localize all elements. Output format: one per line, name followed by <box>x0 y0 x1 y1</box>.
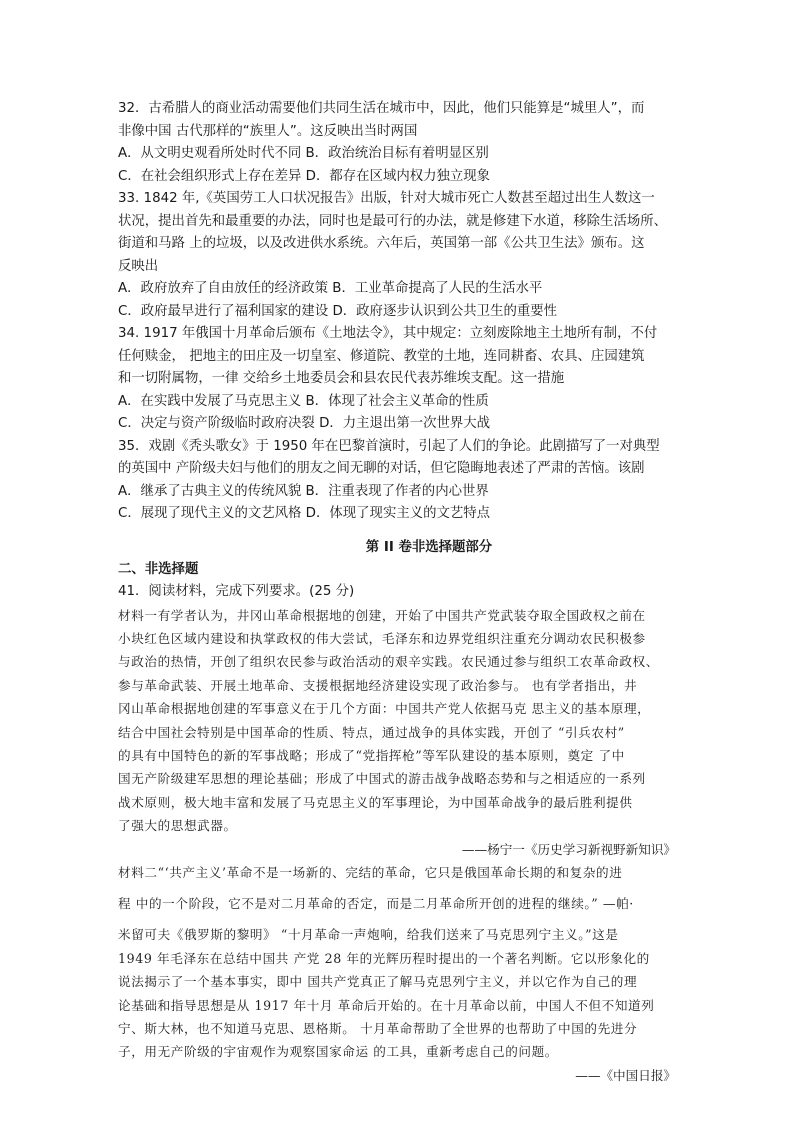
question-stem-line: 状况，提出首先和最重要的办法，同时也是最可行的办法，就是修建下水道，移除生活场所、 <box>118 213 668 229</box>
material-line: 冈山革命根据地创建的军事意义在于几个方面：中国共产党人依据马克 思主义的基本原理， <box>118 701 651 717</box>
material-line: 材料一有学者认为，井冈山革命根据地的创建，开始了中国共产党武装夺取全国政权之前在 <box>118 607 646 623</box>
material-line: 参与革命武装、开展土地革命、支援根据地经济建设实现了政治参与。 也有学者指出，井 <box>118 677 638 693</box>
question-stem-line: 35．戏剧《秃头歌女》于 1950 年在巴黎首演时，引起了人们的争论。此剧描写了一对典型 <box>118 438 660 454</box>
material-line: 宁、斯大林，也不知道马克思、恩格斯。 十月革命帮助了全世界的也帮助了中国的先进分 <box>118 1021 638 1036</box>
answer-options: A．在实践中发展了马克思主义 B．体现了社会主义革命的性质 <box>118 393 489 409</box>
material-line: 米留可夫《俄罗斯的黎明》 “十月革命一声炮响，给我们送来了马克思列宁主义。”这是 <box>118 927 619 943</box>
spacer <box>118 884 680 892</box>
question-stem-line: 33. 1842 年,《英国劳工人口状况报告》出版，针对大城市死亡人数甚至超过出生人数这一 <box>118 191 655 206</box>
material-source: ——《中国日报》 <box>575 1067 676 1083</box>
material-line: 战术原则，极大地丰富和发展了马克思主义的军事理论，为中国革命战争的最后胜利提供 <box>118 794 633 810</box>
question-35 <box>118 436 680 526</box>
question-stem-line: 反映出 <box>118 258 159 274</box>
section-title: 第 II 卷非选择题部分 <box>365 539 493 555</box>
answer-options: C．决定与资产阶级临时政府决裂 D．力主退出第一次世界大战 <box>118 416 491 431</box>
answer-options: C．在社会组织形式上存在差异 D．都存在区域内权力独立现象 <box>118 168 491 184</box>
question-41-prompt: 41．阅读材料，完成下列要求。(25 分) <box>118 584 355 599</box>
material-source: ——杨宁一《历史学习新视野新知识》 <box>461 841 676 857</box>
answer-options: A．政府放弃了自由放任的经济政策 B．工业革命提高了人民的生活水平 <box>118 281 543 296</box>
material-line: 小块红色区域内建设和执掌政权的伟大尝试，毛泽东和边界党组织注重充分调动农民积极参 <box>118 630 646 646</box>
exam-page <box>118 98 680 1087</box>
question-stem-line: 非像中国 古代那样的“族里人”。这反映出当时两国 <box>118 123 418 139</box>
material-line: 与政治的热情，开创了组织农民参与政治活动的艰辛实践。农民通过参与组织工农革命政权、 <box>118 654 659 670</box>
material-two <box>118 861 680 1087</box>
question-stem-line: 街道和马路 上的垃圾，以及改进供水系统。六年后，英国第一部《公共卫生法》颁布。这 <box>118 236 645 251</box>
answer-options: A．从文明史观看所处时代不同 B．政治统治目标有着明显区别 <box>118 146 489 161</box>
material-line: 论基础和指导思想是从 1917 年十月 革命后开始的。在十月革命以前，中国人不但不知道列 <box>118 997 655 1013</box>
material-line: 的具有中国特色的新的军事战略；形成了“党指挥枪”等军队建设的基本原则，奠定 了中 <box>118 747 625 763</box>
material-line: 国无产阶级建军思想的理论基础；形成了中国式的游击战争战略态势和与之相适应的一系列 <box>118 771 646 787</box>
question-stem-line: 和一切附属物，一律 交给乡土地委员会和县农民代表苏维埃支配。这一措施 <box>118 371 565 386</box>
material-line: 1949 年毛泽东在总结中国共 产党 28 年的光辉历程时提出的一个著名判断。它以形象化的 <box>118 950 650 966</box>
material-line: 程 中的一个阶段，它不是对二月革命的否定，而是二月革命所开创的进程的继续。” —帕· <box>118 895 634 911</box>
answer-options: C．展现了现代主义的文艺风格 D．体现了现实主义的文艺特点 <box>118 506 491 521</box>
part-heading: 二、非选择题 <box>118 561 199 577</box>
material-line: 材料二“‘共产主义’革命不是一场新的、完结的革命，它只是俄国革命长期的和复杂的进 <box>118 864 623 880</box>
question-34 <box>118 323 680 436</box>
question-32 <box>118 98 680 188</box>
question-stem-line: 34. 1917 年俄国十月革命后颁布《土地法令》，其中规定：立刻废除地主土地所有制，不付 <box>118 326 658 341</box>
question-stem-line: 的英国中 产阶级夫妇与他们的朋友之间无聊的对话，但它隐晦地表述了严肃的苦恼。该剧 <box>118 461 645 476</box>
material-line: 结合中国社会特别是中国革命的性质、特点，通过战争的具体实践，开创了 “引兵农村” <box>118 724 625 740</box>
answer-options: C．政府最早进行了福利国家的建设 D．政府逐步认识到公共卫生的重要性 <box>118 303 558 319</box>
answer-options: A．继承了古典主义的传统风貌 B．注重表现了作者的内心世界 <box>118 483 489 499</box>
spacer <box>118 915 680 923</box>
material-one <box>118 604 680 861</box>
question-stem-line: 32．古希腊人的商业活动需要他们共同生活在城市中，因此，他们只能算是“城里人”，而 <box>118 101 645 116</box>
material-line: 了强大的思想武器。 <box>118 818 237 834</box>
material-line: 说法揭示了一个基本事实，即中 国共产党真正了解马克思列宁主义，并以它作为自己的理 <box>118 974 638 990</box>
question-stem-line: 任何赎金， 把地主的田庄及一切皇室、修道院、教堂的土地，连同耕畜、农具、庄园建筑 <box>118 348 645 364</box>
question-33 <box>118 188 680 323</box>
material-line: 子，用无产阶级的宇宙观作为观察国家命运 的工具，重新考虑自己的问题。 <box>118 1044 558 1060</box>
